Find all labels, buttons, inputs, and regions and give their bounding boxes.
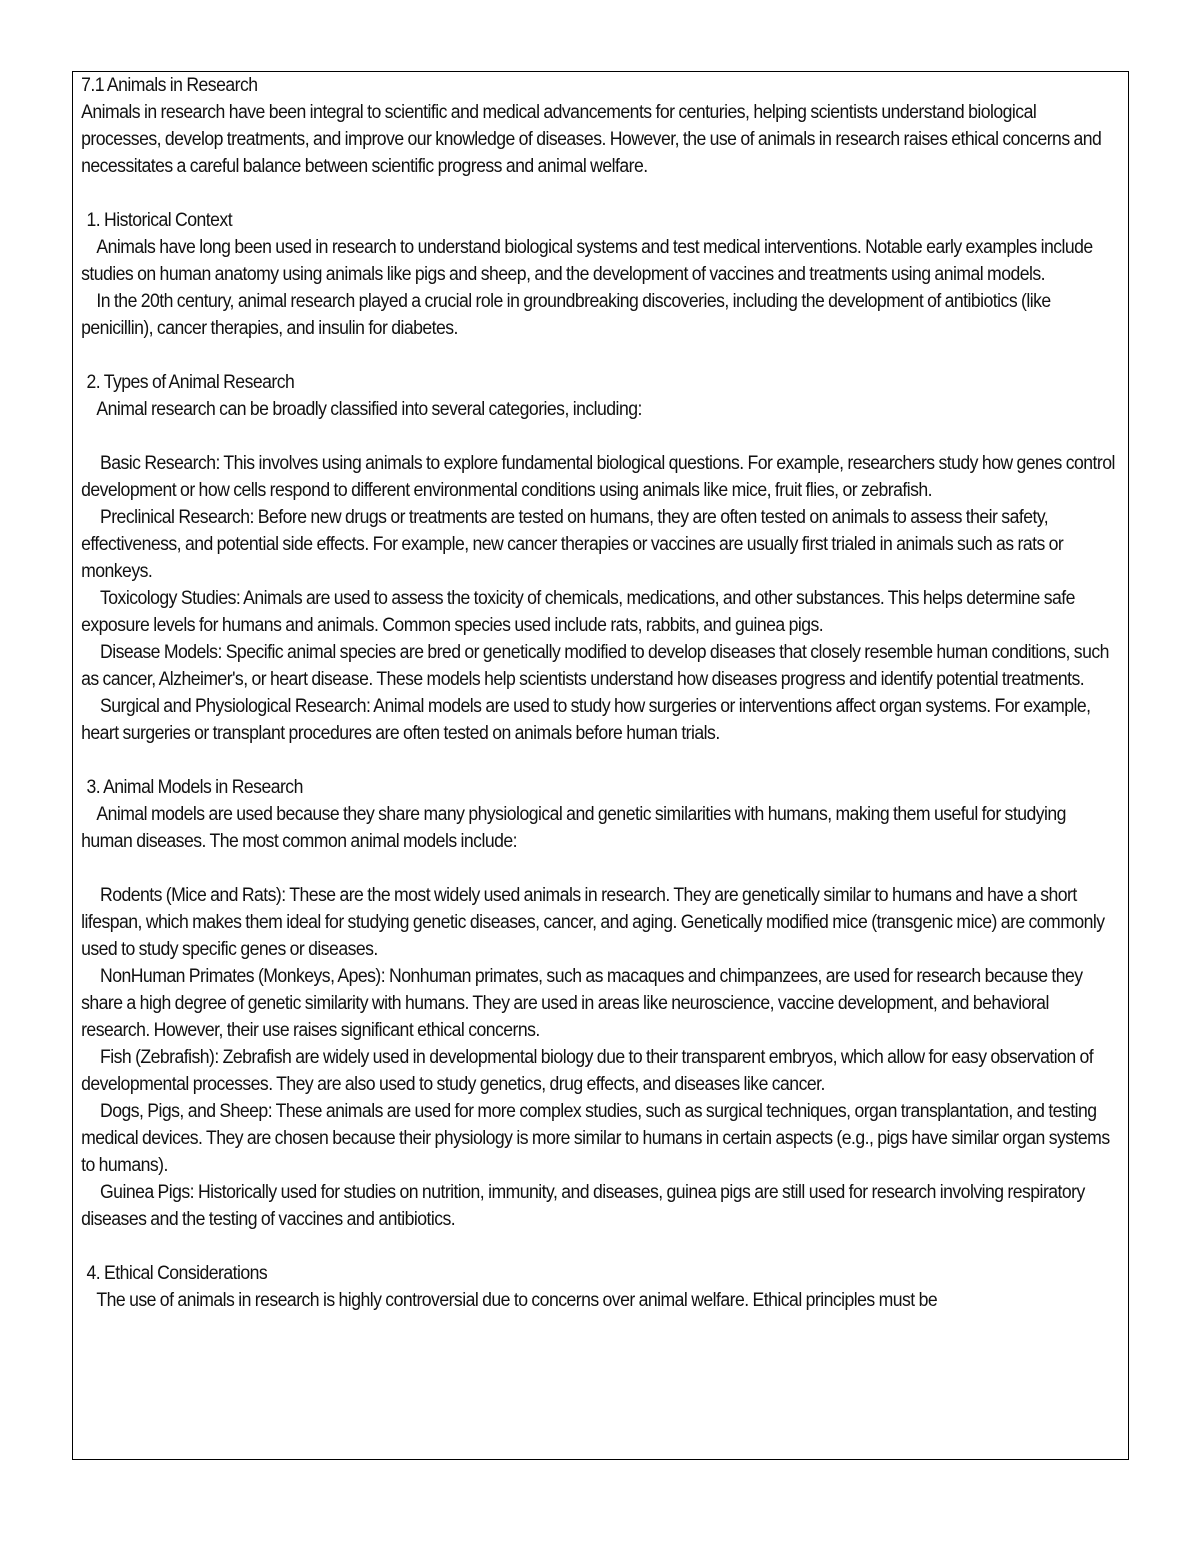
types-item-toxicology: Toxicology Studies: Animals are used to assess the toxicity of chemicals, medications, and other substances. This helps determine safe exposure levels for humans and animals. Common species used include rats, rabbits, and guinea pigs.	[81, 587, 1075, 636]
types-item-preclinical: Preclinical Research: Before new drugs or treatments are tested on humans, they are often tested on animals to assess their safety, effectiveness, and potential side effects. For example, new cancer therapies or vaccines are usually first trialed in animals such as rats or monkeys.	[81, 506, 1064, 582]
models-item-fish: Fish (Zebrafish): Zebrafish are widely used in developmental biology due to their transparent embryos, which allow for easy observation of developmental processes. They are also used to study genetics, drug effects, and diseases like cancer.	[81, 1046, 1094, 1095]
types-heading: 2. Types of Animal Research	[86, 371, 295, 393]
ethics-heading: 4. Ethical Considerations	[86, 1262, 268, 1284]
section-title: 7.1 Animals in Research	[81, 74, 258, 96]
historical-heading: 1. Historical Context	[86, 209, 233, 231]
spacer	[81, 747, 1116, 774]
historical-paragraph-2: In the 20th century, animal research played a crucial role in groundbreaking discoveries, including the development of antibiotics (like penicillin), cancer therapies, and insulin for diabetes.	[81, 290, 1051, 339]
types-intro: Animal research can be broadly classified into several categories, including:	[96, 398, 642, 420]
spacer	[81, 423, 1116, 450]
models-heading: 3. Animal Models in Research	[86, 776, 303, 798]
models-item-primates: NonHuman Primates (Monkeys, Apes): Nonhuman primates, such as macaques and chimpanzees, are used for research because they share a high degree of genetic similarity with humans. They are used in areas like neuroscience, vaccine development, and behavioral research. However, their use raises significant ethical concerns.	[81, 965, 1083, 1041]
models-item-rodents: Rodents (Mice and Rats): These are the most widely used animals in research. They are genetically similar to humans and have a short lifespan, which makes them ideal for studying genetic diseases, cancer, and aging. Genetically modified mice (transgenic mice) are commonly used to study specific genes or diseases.	[81, 884, 1105, 960]
types-item-basic: Basic Research: This involves using animals to explore fundamental biological questions. For example, researchers study how genes control development or how cells respond to different environmental conditions using animals like mice, fruit flies, or zebrafish.	[81, 452, 1115, 501]
types-item-disease-models: Disease Models: Specific animal species are bred or genetically modified to develop diseases that closely resemble human conditions, such as cancer, Alzheimer's, or heart disease. These models help scientists understand how diseases progress and identify potential treatments.	[81, 641, 1109, 690]
spacer	[81, 180, 1116, 207]
document-content	[73, 72, 1125, 1314]
spacer	[81, 342, 1116, 369]
section-intro: Animals in research have been integral to scientific and medical advancements for centuries, helping scientists understand biological processes, develop treatments, and improve our knowledge of diseases. However, the use of animals in research raises ethical concerns and necessitates a careful balance between scientific progress and animal welfare.	[81, 101, 1102, 177]
models-item-guinea-pigs: Guinea Pigs: Historically used for studies on nutrition, immunity, and diseases, guinea pigs are still used for research involving respiratory diseases and the testing of vaccines and antibiotics.	[81, 1181, 1085, 1230]
spacer	[81, 1233, 1116, 1260]
historical-paragraph-1: Animals have long been used in research to understand biological systems and test medical interventions. Notable early examples include studies on human anatomy using animals like pigs and sheep, and the development of vaccines and treatments using animal models.	[81, 236, 1093, 285]
spacer	[81, 855, 1116, 882]
models-item-dogs-pigs-sheep: Dogs, Pigs, and Sheep: These animals are used for more complex studies, such as surgical techniques, organ transplantation, and testing medical devices. They are chosen because their physiology is more similar to humans in certain aspects (e.g., pigs have similar organ systems to humans).	[81, 1100, 1110, 1176]
types-item-surgical: Surgical and Physiological Research: Animal models are used to study how surgeries or interventions affect organ systems. For example, heart surgeries or transplant procedures are often tested on animals before human trials.	[81, 695, 1091, 744]
document-page	[72, 71, 1129, 1460]
models-intro: Animal models are used because they share many physiological and genetic similarities with humans, making them useful for studying human diseases. The most common animal models include:	[81, 803, 1066, 852]
ethics-paragraph-1: The use of animals in research is highly controversial due to concerns over animal welfare. Ethical principles must be	[96, 1289, 938, 1311]
